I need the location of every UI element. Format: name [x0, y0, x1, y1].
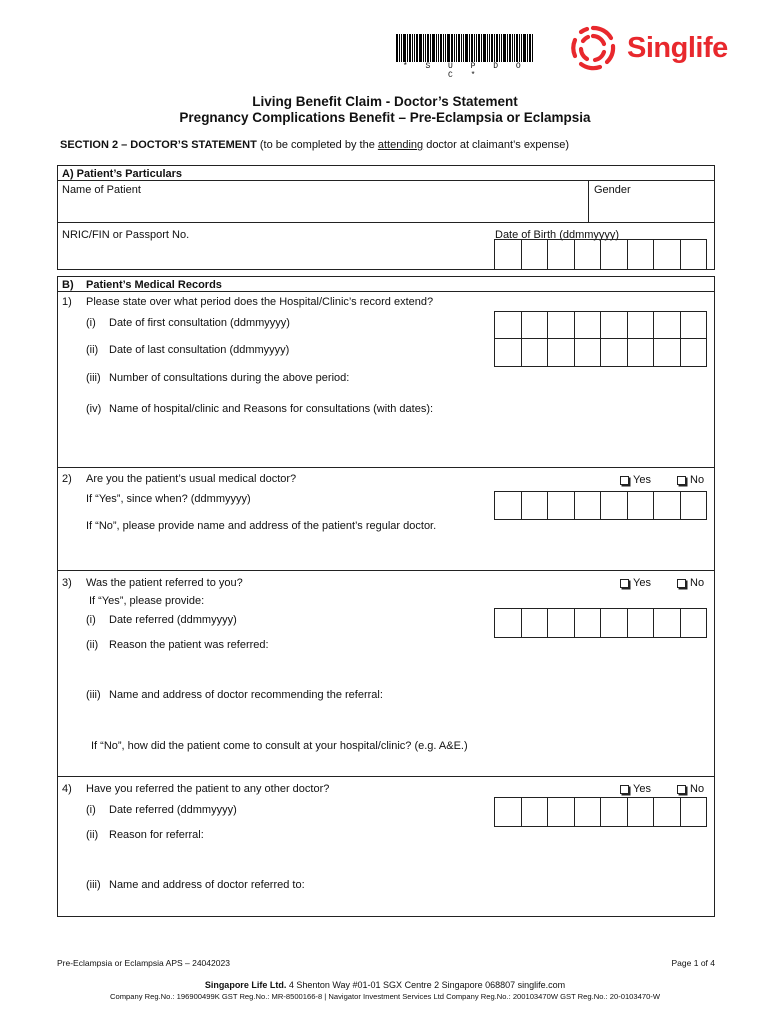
q1-i-number: (i) [86, 317, 96, 329]
barcode-bar [430, 34, 431, 62]
q2-no-checkbox[interactable] [677, 474, 704, 486]
barcode-bar [423, 34, 424, 62]
barcode-bar [478, 34, 480, 62]
q4-ii-number: (ii) [86, 829, 99, 841]
barcode-bar [487, 34, 488, 62]
barcode-bar [399, 34, 400, 62]
checkbox-icon[interactable] [620, 476, 629, 485]
barcode-bar [503, 34, 506, 62]
checkbox-icon[interactable] [620, 579, 629, 588]
barcode-bar [414, 34, 415, 62]
barcode-text: * S U P D O C * [402, 62, 528, 80]
q3-iii-number: (iii) [86, 689, 101, 701]
q1-iv-number: (iv) [86, 403, 102, 415]
q2-yes-text: If “Yes”, since when? (ddmmyyyy) [86, 493, 251, 505]
barcode-bar [523, 34, 526, 62]
checkbox-icon[interactable] [620, 785, 629, 794]
part-a-heading: A) Patient’s Particulars [62, 168, 183, 180]
barcode-bar [521, 34, 522, 62]
dob-input[interactable] [494, 239, 707, 270]
name-of-patient-label: Name of Patient [62, 184, 141, 196]
barcode-bar [514, 34, 515, 62]
barcode-bar [440, 34, 442, 62]
singlife-logo [567, 22, 737, 74]
page-number: Page 1 of 4 [671, 958, 715, 968]
q3-yes-label: Yes [633, 577, 651, 589]
barcode-bar [396, 34, 398, 62]
q3-ii-text: Reason the patient was referred: [109, 639, 269, 651]
gender-label: Gender [594, 184, 631, 196]
barcode-bar [419, 34, 422, 62]
dob-label: Date of Birth (ddmmyyyy) [495, 229, 620, 241]
barcode-bar [499, 34, 500, 62]
section-heading [60, 139, 569, 151]
barcode-bar [512, 34, 513, 62]
barcode-bar [454, 34, 455, 62]
q4-yes-label: Yes [633, 783, 651, 795]
q4-no-label: No [690, 783, 705, 795]
part-b-heading: Patient’s Medical Records [86, 279, 222, 291]
barcode-bar [476, 34, 477, 62]
barcode-bar [519, 34, 520, 62]
q4-i-number: (i) [86, 804, 96, 816]
q1-ii-text: Date of last consultation (ddmmyyyy) [109, 344, 290, 356]
barcode-bar [516, 34, 518, 62]
checkbox-icon[interactable] [677, 476, 686, 485]
q1-iv-text: Name of hospital/clinic and Reasons for consultations (with dates): [109, 403, 434, 415]
usual-doctor-since-date-input[interactable] [494, 491, 707, 520]
barcode-bar [438, 34, 439, 62]
q3-no-checkbox[interactable] [677, 577, 704, 589]
divider [57, 467, 715, 468]
registration-line: Company Reg.No.: 196900499K GST Reg.No.: MR-8500166-8 | Navigator Investment Services Ltd Company Reg.No.: 200103470W GST Reg.No.: 20-0103470-W [110, 992, 660, 1001]
barcode [396, 34, 534, 62]
barcode-bar [458, 34, 460, 62]
section-heading-post: doctor at claimant’s expense) [423, 139, 570, 151]
q2-no-label: No [690, 474, 705, 486]
barcode-bar [489, 34, 490, 62]
barcode-bar [496, 34, 498, 62]
company-address: 4 Shenton Way #01-01 SGX Centre 2 Singapore 068807 singlife.com [286, 980, 566, 990]
logo-wordmark: Singlife [627, 31, 728, 64]
divider [57, 570, 715, 571]
barcode-bar [501, 34, 502, 62]
q3-no-label: No [690, 577, 705, 589]
barcode-bar [527, 34, 528, 62]
barcode-bar [474, 34, 475, 62]
q4-iii-number: (iii) [86, 879, 101, 891]
q4-iii-text: Name and address of doctor referred to: [109, 879, 305, 891]
q2-yes-checkbox[interactable] [620, 474, 651, 486]
company-address-line [0, 980, 770, 990]
form-title: Living Benefit Claim - Doctor’s Statement [252, 94, 518, 109]
barcode-bar [529, 34, 531, 62]
barcode-bar [483, 34, 486, 62]
q3-i-text: Date referred (ddmmyyyy) [109, 614, 237, 626]
section-heading-underlined: attending [377, 139, 424, 151]
divider [57, 180, 715, 181]
q4-text: Have you referred the patient to any other doctor? [86, 783, 330, 795]
checkbox-icon[interactable] [677, 785, 686, 794]
divider [57, 222, 715, 223]
singlife-swirl-icon [567, 22, 619, 74]
barcode-bar [451, 34, 453, 62]
barcode-bar [445, 34, 446, 62]
divider [57, 291, 715, 292]
q4-number: 4) [62, 783, 72, 795]
barcode-bar [463, 34, 464, 62]
q2-number: 2) [62, 473, 72, 485]
q3-iii-text: Name and address of doctor recommending the referral: [109, 689, 383, 701]
q2-yes-label: Yes [633, 474, 651, 486]
section-heading-pre: (to be completed by the [256, 139, 378, 151]
q1-iii-number: (iii) [86, 372, 101, 384]
q1-i-text: Date of first consultation (ddmmyyyy) [109, 317, 290, 329]
barcode-bar [407, 34, 408, 62]
form-subtitle: Pregnancy Complications Benefit – Pre-Eclampsia or Eclampsia [179, 110, 591, 125]
referred-out-date-input[interactable] [494, 797, 707, 827]
barcode-bar [481, 34, 482, 62]
barcode-bar [532, 34, 533, 62]
form-code: Pre-Eclampsia or Eclampsia APS – 24042023 [57, 958, 230, 968]
q1-text: Please state over what period does the Hospital/Clinic’s record extend? [86, 296, 434, 308]
barcode-bar [494, 34, 495, 62]
q4-ii-text: Reason for referral: [109, 829, 204, 841]
last-consultation-date-input[interactable] [494, 338, 707, 367]
barcode-bar [436, 34, 437, 62]
barcode-bar [425, 34, 426, 62]
q4-i-text: Date referred (ddmmyyyy) [109, 804, 237, 816]
q3-text: Was the patient referred to you? [86, 577, 243, 589]
part-b-number: B) [62, 279, 74, 291]
barcode-bar [427, 34, 429, 62]
q3-yes-checkbox[interactable] [620, 577, 651, 589]
q3-no-text: If “No”, how did the patient come to consult at your hospital/clinic? (e.g. A&E.) [91, 740, 468, 752]
divider [588, 180, 589, 222]
barcode-bar [432, 34, 435, 62]
q4-no-checkbox[interactable] [677, 783, 704, 795]
q3-yes-text: If “Yes”, please provide: [89, 595, 205, 607]
barcode-bar [443, 34, 444, 62]
q1-number: 1) [62, 296, 72, 308]
q2-no-text: If “No”, please provide name and address of the patient’s regular doctor. [86, 520, 437, 532]
barcode-bar [461, 34, 462, 62]
first-consultation-date-input[interactable] [494, 311, 707, 339]
company-name: Singapore Life Ltd. [204, 980, 287, 990]
q3-i-number: (i) [86, 614, 96, 626]
barcode-bar [403, 34, 406, 62]
barcode-bar [447, 34, 450, 62]
barcode-bar [409, 34, 411, 62]
referral-date-input[interactable] [494, 608, 707, 638]
q3-ii-number: (ii) [86, 639, 99, 651]
q1-ii-number: (ii) [86, 344, 99, 356]
divider [57, 776, 715, 777]
barcode-bar [401, 34, 402, 62]
q2-text: Are you the patient’s usual medical doctor? [86, 473, 297, 485]
barcode-bar [416, 34, 418, 62]
barcode-bar [456, 34, 457, 62]
nric-label: NRIC/FIN or Passport No. [62, 229, 190, 241]
q4-yes-checkbox[interactable] [620, 783, 651, 795]
q3-number: 3) [62, 577, 72, 589]
barcode-bar [469, 34, 470, 62]
q1-iii-text: Number of consultations during the above period: [109, 372, 350, 384]
barcode-bar [491, 34, 493, 62]
barcode-bar [465, 34, 468, 62]
barcode-bar [471, 34, 473, 62]
section-heading-bold: SECTION 2 – DOCTOR’S STATEMENT [60, 139, 257, 151]
barcode-bar [509, 34, 511, 62]
barcode-bar [507, 34, 508, 62]
barcode-bar [412, 34, 413, 62]
checkbox-icon[interactable] [677, 579, 686, 588]
